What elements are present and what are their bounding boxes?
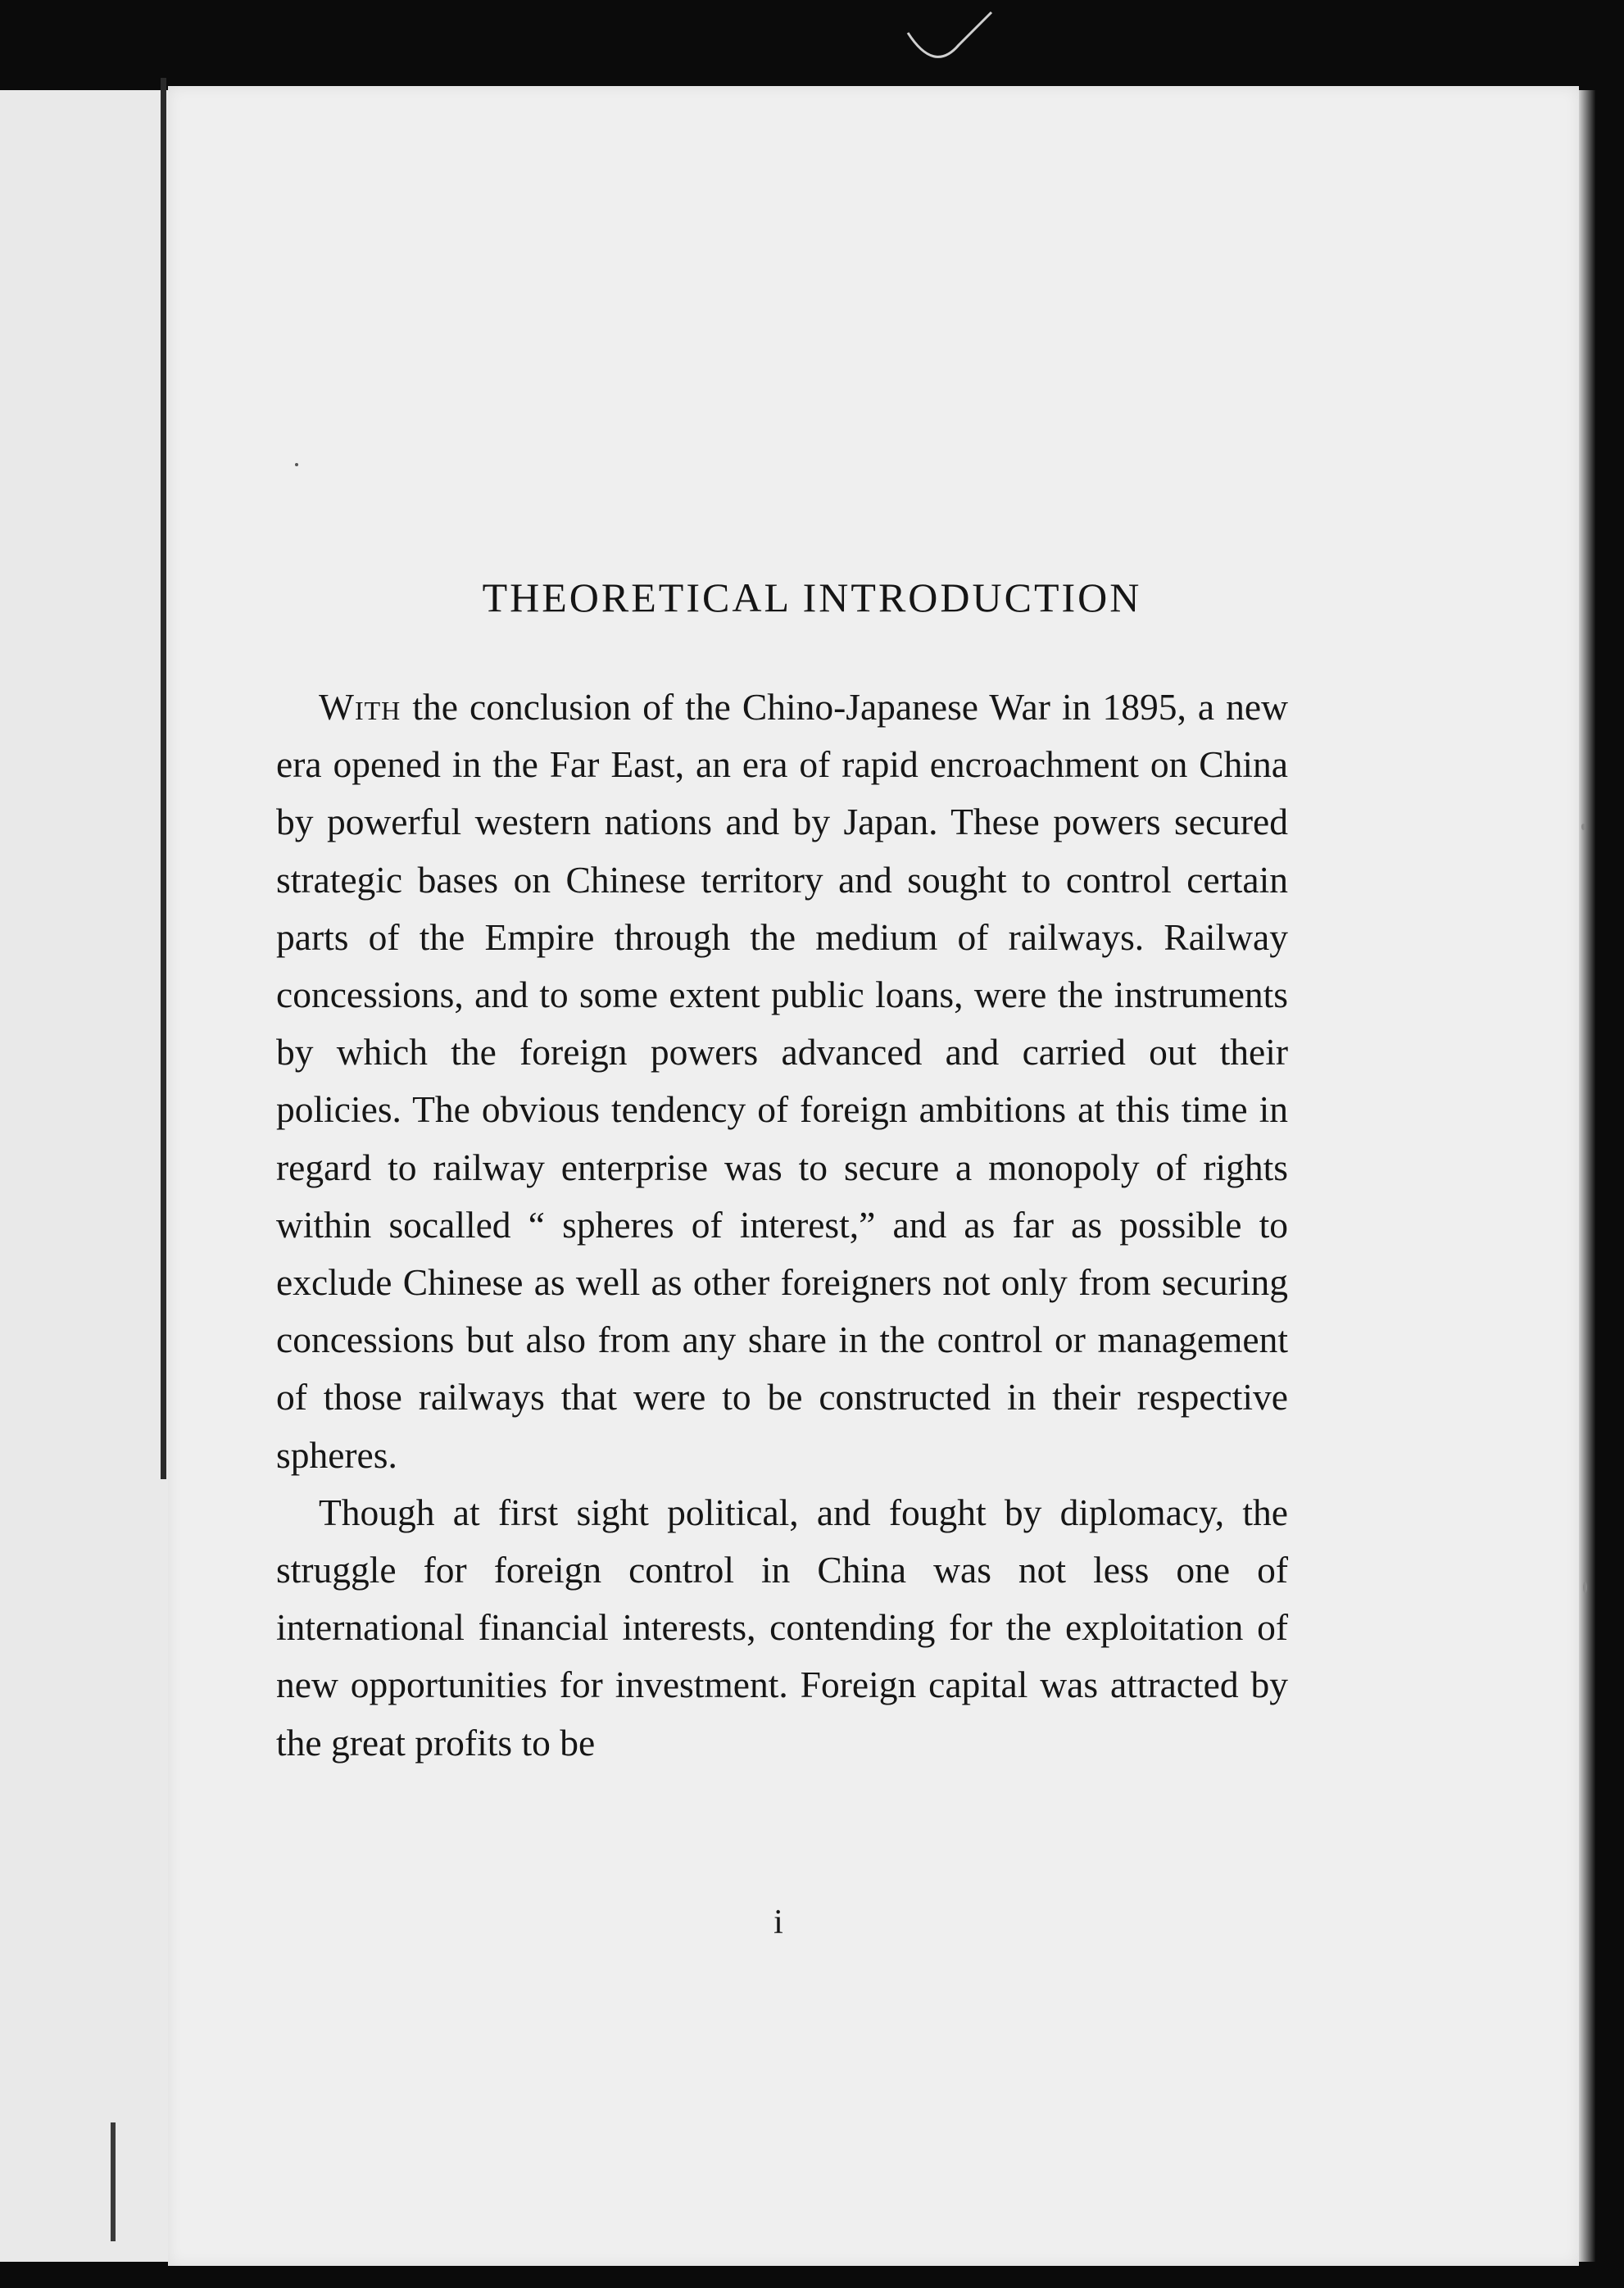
paragraph-1-text: the conclusion of the Chino-Japanese War in 1895, a new era opened in the Far East, an era of rapid encroachment on China by powerful western nations and by Japan. These powers secured strategic bases on Chinese territory and sought to control certain parts of the Empire through the medium of railways. Railway concessions, and to some extent public loans, were the instruments by which the foreign powers advanced and carried out their policies. The obvious tendency of foreign ambitions at this time in regard to railway enterprise was to secure a monopoly of rights within socalled “ spheres of interest,” and as far as possible to exclude Chinese as well as other foreigners not only from securing concessions but also from any share in the control or management of those railways that were to be constructed in their respective spheres. bbox=[276, 686, 1288, 1476]
body-text bbox=[276, 679, 1288, 1772]
page-number: i bbox=[773, 1904, 783, 1941]
dust-speck bbox=[295, 463, 298, 466]
page-edge-shadow bbox=[1579, 90, 1595, 2262]
scan-mark-top bbox=[901, 8, 1008, 66]
dust-speck bbox=[1583, 1582, 1587, 1593]
paragraph-1 bbox=[276, 679, 1288, 1484]
paragraph-lead-word: With bbox=[319, 686, 401, 728]
paragraph-2 bbox=[276, 1484, 1288, 1772]
dust-speck bbox=[1581, 824, 1585, 830]
binding-spine-lower bbox=[111, 2122, 116, 2241]
chapter-title: THEORETICAL INTRODUCTION bbox=[482, 574, 1142, 620]
paragraph-2-text: Though at first sight political, and fought by diplomacy, the struggle for foreign control in China was not less one of international financial interests, contending for the exploitation of new opportunities for investment. Foreign capital was attracted by the great profits to be bbox=[276, 1491, 1288, 1764]
binding-spine bbox=[161, 78, 166, 1479]
